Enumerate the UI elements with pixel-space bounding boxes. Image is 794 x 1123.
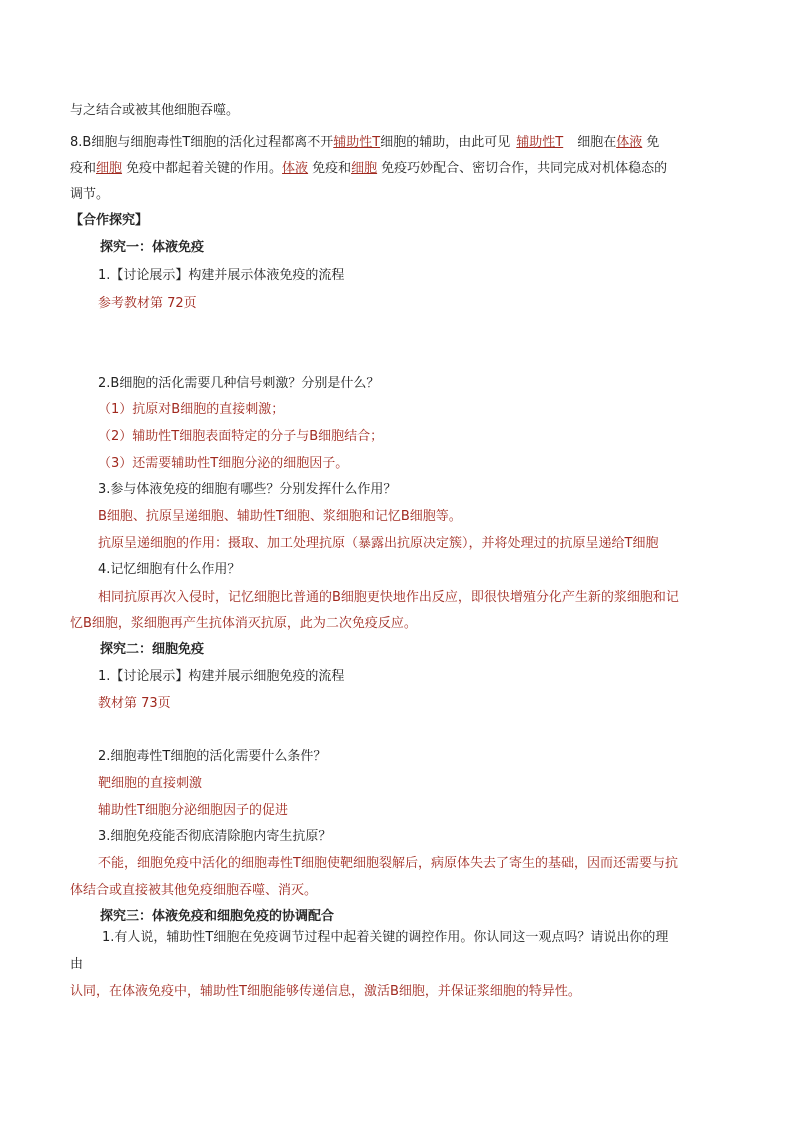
explore-1-title: 探究一：体液免疫 [100, 240, 205, 255]
item-8-text: 细胞在 [577, 135, 617, 150]
explore-2-answer-2: 靶细胞的直接刺激 [98, 776, 203, 791]
item-8-line-1 [70, 134, 659, 152]
explore-1-answer-4: 忆B细胞，浆细胞再产生抗体消灭抗原，此为二次免疫反应。 [70, 616, 417, 631]
blank-answer: 辅助性T [516, 135, 564, 150]
blank-answer: 体液 [616, 135, 643, 150]
explore-2-question-3: 3.细胞免疫能否彻底清除胞内寄生抗原？ [98, 829, 332, 844]
explore-3-question-1: 由 [70, 957, 84, 972]
explore-2-answer-3: 体结合或直接被其他免疫细胞吞噬、消灭。 [70, 883, 318, 898]
explore-1-answer-3: 抗原呈递细胞的作用：摄取、加工处理抗原（暴露出抗原决定簇），并将处理过的抗原呈递给T细胞 [98, 536, 659, 551]
explore-2-question-2: 2.细胞毒性T细胞的活化需要什么条件？ [98, 749, 327, 764]
explore-1-question-2: 2.B细胞的活化需要几种信号刺激？分别是什么？ [98, 376, 380, 391]
explore-1-question-4: 4.记忆细胞有什么作用？ [98, 562, 241, 577]
explore-1-question-1: 1.【讨论展示】构建并展示体液免疫的流程 [98, 268, 345, 283]
item-8-text: 疫和 [70, 161, 97, 176]
explore-2-answer-2: 辅助性T细胞分泌细胞因子的促进 [98, 803, 288, 818]
item-8-text: 免疫中都起着关键的作用。 [126, 161, 283, 176]
section-title: 【合作探究】 [70, 213, 149, 228]
continued-text: 与之结合或被其他细胞吞噬。 [70, 103, 240, 118]
explore-1-answer-2-item: （3）还需要辅助性T细胞分泌的细胞因子。 [98, 456, 349, 471]
item-8-line-2 [70, 160, 667, 178]
explore-1-answer-2-item: （1）抗原对B细胞的直接刺激； [98, 402, 285, 417]
item-8-line-3: 调节。 [70, 187, 110, 202]
explore-2-answer-3: 不能，细胞免疫中活化的细胞毒性T细胞使靶细胞裂解后，病原体失去了寄生的基础，因而还需要与抗 [98, 856, 678, 871]
explore-2-answer-1: 教材第 73页 [98, 696, 171, 711]
explore-3-title: 探究三：体液免疫和细胞免疫的协调配合 [100, 909, 335, 924]
explore-3-question-1: 1.有人说，辅助性T细胞在免疫调节过程中起着关键的调控作用。你认同这一观点吗？请说出你的理 [102, 930, 669, 945]
explore-1-answer-4: 相同抗原再次入侵时，记忆细胞比普通的B细胞更快地作出反应，即很快增殖分化产生新的浆细胞和记 [98, 590, 679, 605]
blank-answer: 辅助性T [333, 135, 381, 150]
explore-3-answer-1: 认同，在体液免疫中，辅助性T细胞能够传递信息，激活B细胞，并保证浆细胞的特异性。 [70, 984, 581, 999]
item-8-text: 免疫和 [312, 161, 352, 176]
blank-answer: 体液 [282, 161, 309, 176]
explore-2-title: 探究二：细胞免疫 [100, 642, 205, 657]
explore-2-question-1: 1.【讨论展示】构建并展示细胞免疫的流程 [98, 669, 345, 684]
item-8-text: 细胞的辅助，由此可见 [380, 135, 511, 150]
explore-1-answer-2-item: （2）辅助性T细胞表面特定的分子与B细胞结合； [98, 429, 384, 444]
item-8-text: 8.B细胞与细胞毒性T细胞的活化过程都离不开 [70, 135, 334, 150]
explore-1-answer-3: B细胞、抗原呈递细胞、辅助性T细胞、浆细胞和记忆B细胞等。 [98, 509, 462, 524]
blank-answer: 细胞 [351, 161, 378, 176]
explore-1-answer-1: 参考教材第 72页 [98, 296, 197, 311]
explore-1-question-3: 3.参与体液免疫的细胞有哪些？分别发挥什么作用？ [98, 482, 397, 497]
item-8-text: 免 [646, 135, 660, 150]
blank-answer: 细胞 [96, 161, 123, 176]
item-8-text: 免疫巧妙配合、密切合作，共同完成对机体稳态的 [381, 161, 668, 176]
